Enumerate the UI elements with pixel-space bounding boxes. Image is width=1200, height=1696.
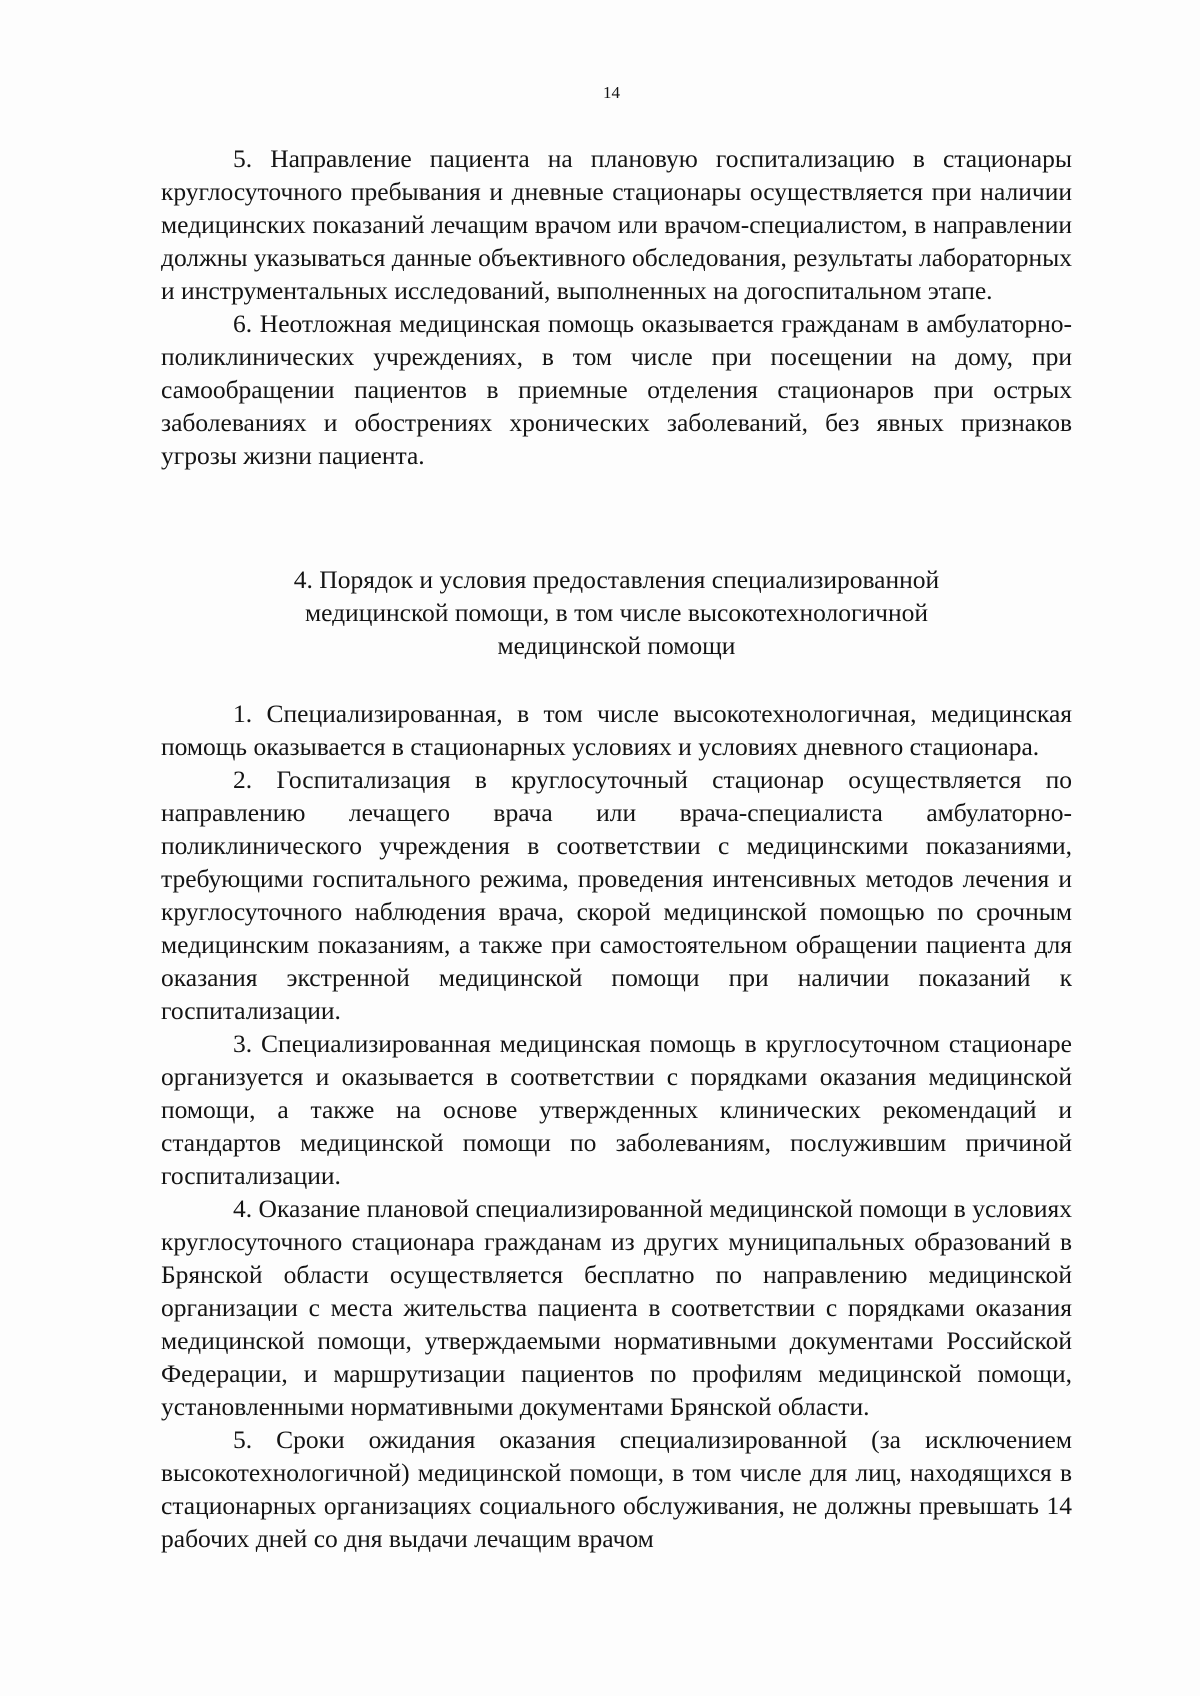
paragraph-4-2: 2. Госпитализация в круглосуточный стационар осуществляется по направлению лечащего врача или врача-специалиста амбулаторно-поликлинического учреждения в соответствии с медицинскими показаниями, требующими госпитального режима, проведения интенсивных методов лечения и круглосуточного наблюдения врача, скорой медицинской помощью по срочным медицинским показаниям, а также при самостоятельном обращении пациента для оказания экстренной медицинской помощи при наличии показаний к госпитализации. <box>161 765 1072 1025</box>
section-4-body <box>161 697 1072 1555</box>
paragraph-4-4: 4. Оказание плановой специализированной медицинской помощи в условиях круглосуточного стационара гражданам из других муниципальных образований в Брянской области осуществляется бесплатно по направлению медицинской организации с места жительства пациента в соответствии с порядками оказания медицинской помощи, утверждаемыми нормативными документами Российской Федерации, и маршрутизации пациентов по профилям медицинской помощи, установленными нормативными документами Брянской области. <box>161 1194 1072 1421</box>
page-number: 14 <box>603 83 620 102</box>
paragraph-4-1: 1. Специализированная, в том числе высокотехнологичная, медицинская помощь оказывается в стационарных условиях и условиях дневного стационара. <box>161 699 1072 761</box>
heading-line-2: медицинской помощи, в том числе высокотехнологичной <box>304 598 929 627</box>
paragraph-4-3: 3. Специализированная медицинская помощь в круглосуточном стационаре организуется и оказывается в соответствии с порядками оказания медицинской помощи, а также на основе утвержденных клинических рекомендаций и стандартов медицинской помощи по заболеваниям, послужившим причиной госпитализации. <box>161 1029 1072 1190</box>
paragraph-3-6: 6. Неотложная медицинская помощь оказывается гражданам в амбулаторно-поликлинических учреждениях, в том числе при посещении на дому, при самообращении пациентов в приемные отделения стационаров при острых заболеваниях и обострениях хронических заболеваний, без явных признаков угрозы жизни пациента. <box>161 309 1072 470</box>
paragraph-3-5: 5. Направление пациента на плановую госпитализацию в стационары круглосуточного пребывания и дневные стационары осуществляется при наличии медицинских показаний лечащим врачом или врачом-специалистом, в направлении должны указываться данные объективного обследования, результаты лабораторных и инструментальных исследований, выполненных на догоспитальном этапе. <box>161 144 1072 305</box>
heading-line-3: медицинской помощи <box>497 631 736 660</box>
section-4-heading <box>161 563 1072 662</box>
paragraph-4-5: 5. Сроки ожидания оказания специализированной (за исключением высокотехнологичной) медицинской помощи, в том числе для лиц, находящихся в стационарных организациях социального обслуживания, не должны превышать 14 рабочих дней со дня выдачи лечащим врачом <box>161 1425 1072 1553</box>
heading-line-1: 4. Порядок и условия предоставления специализированной <box>293 565 940 594</box>
section-3-continuation <box>161 142 1072 472</box>
